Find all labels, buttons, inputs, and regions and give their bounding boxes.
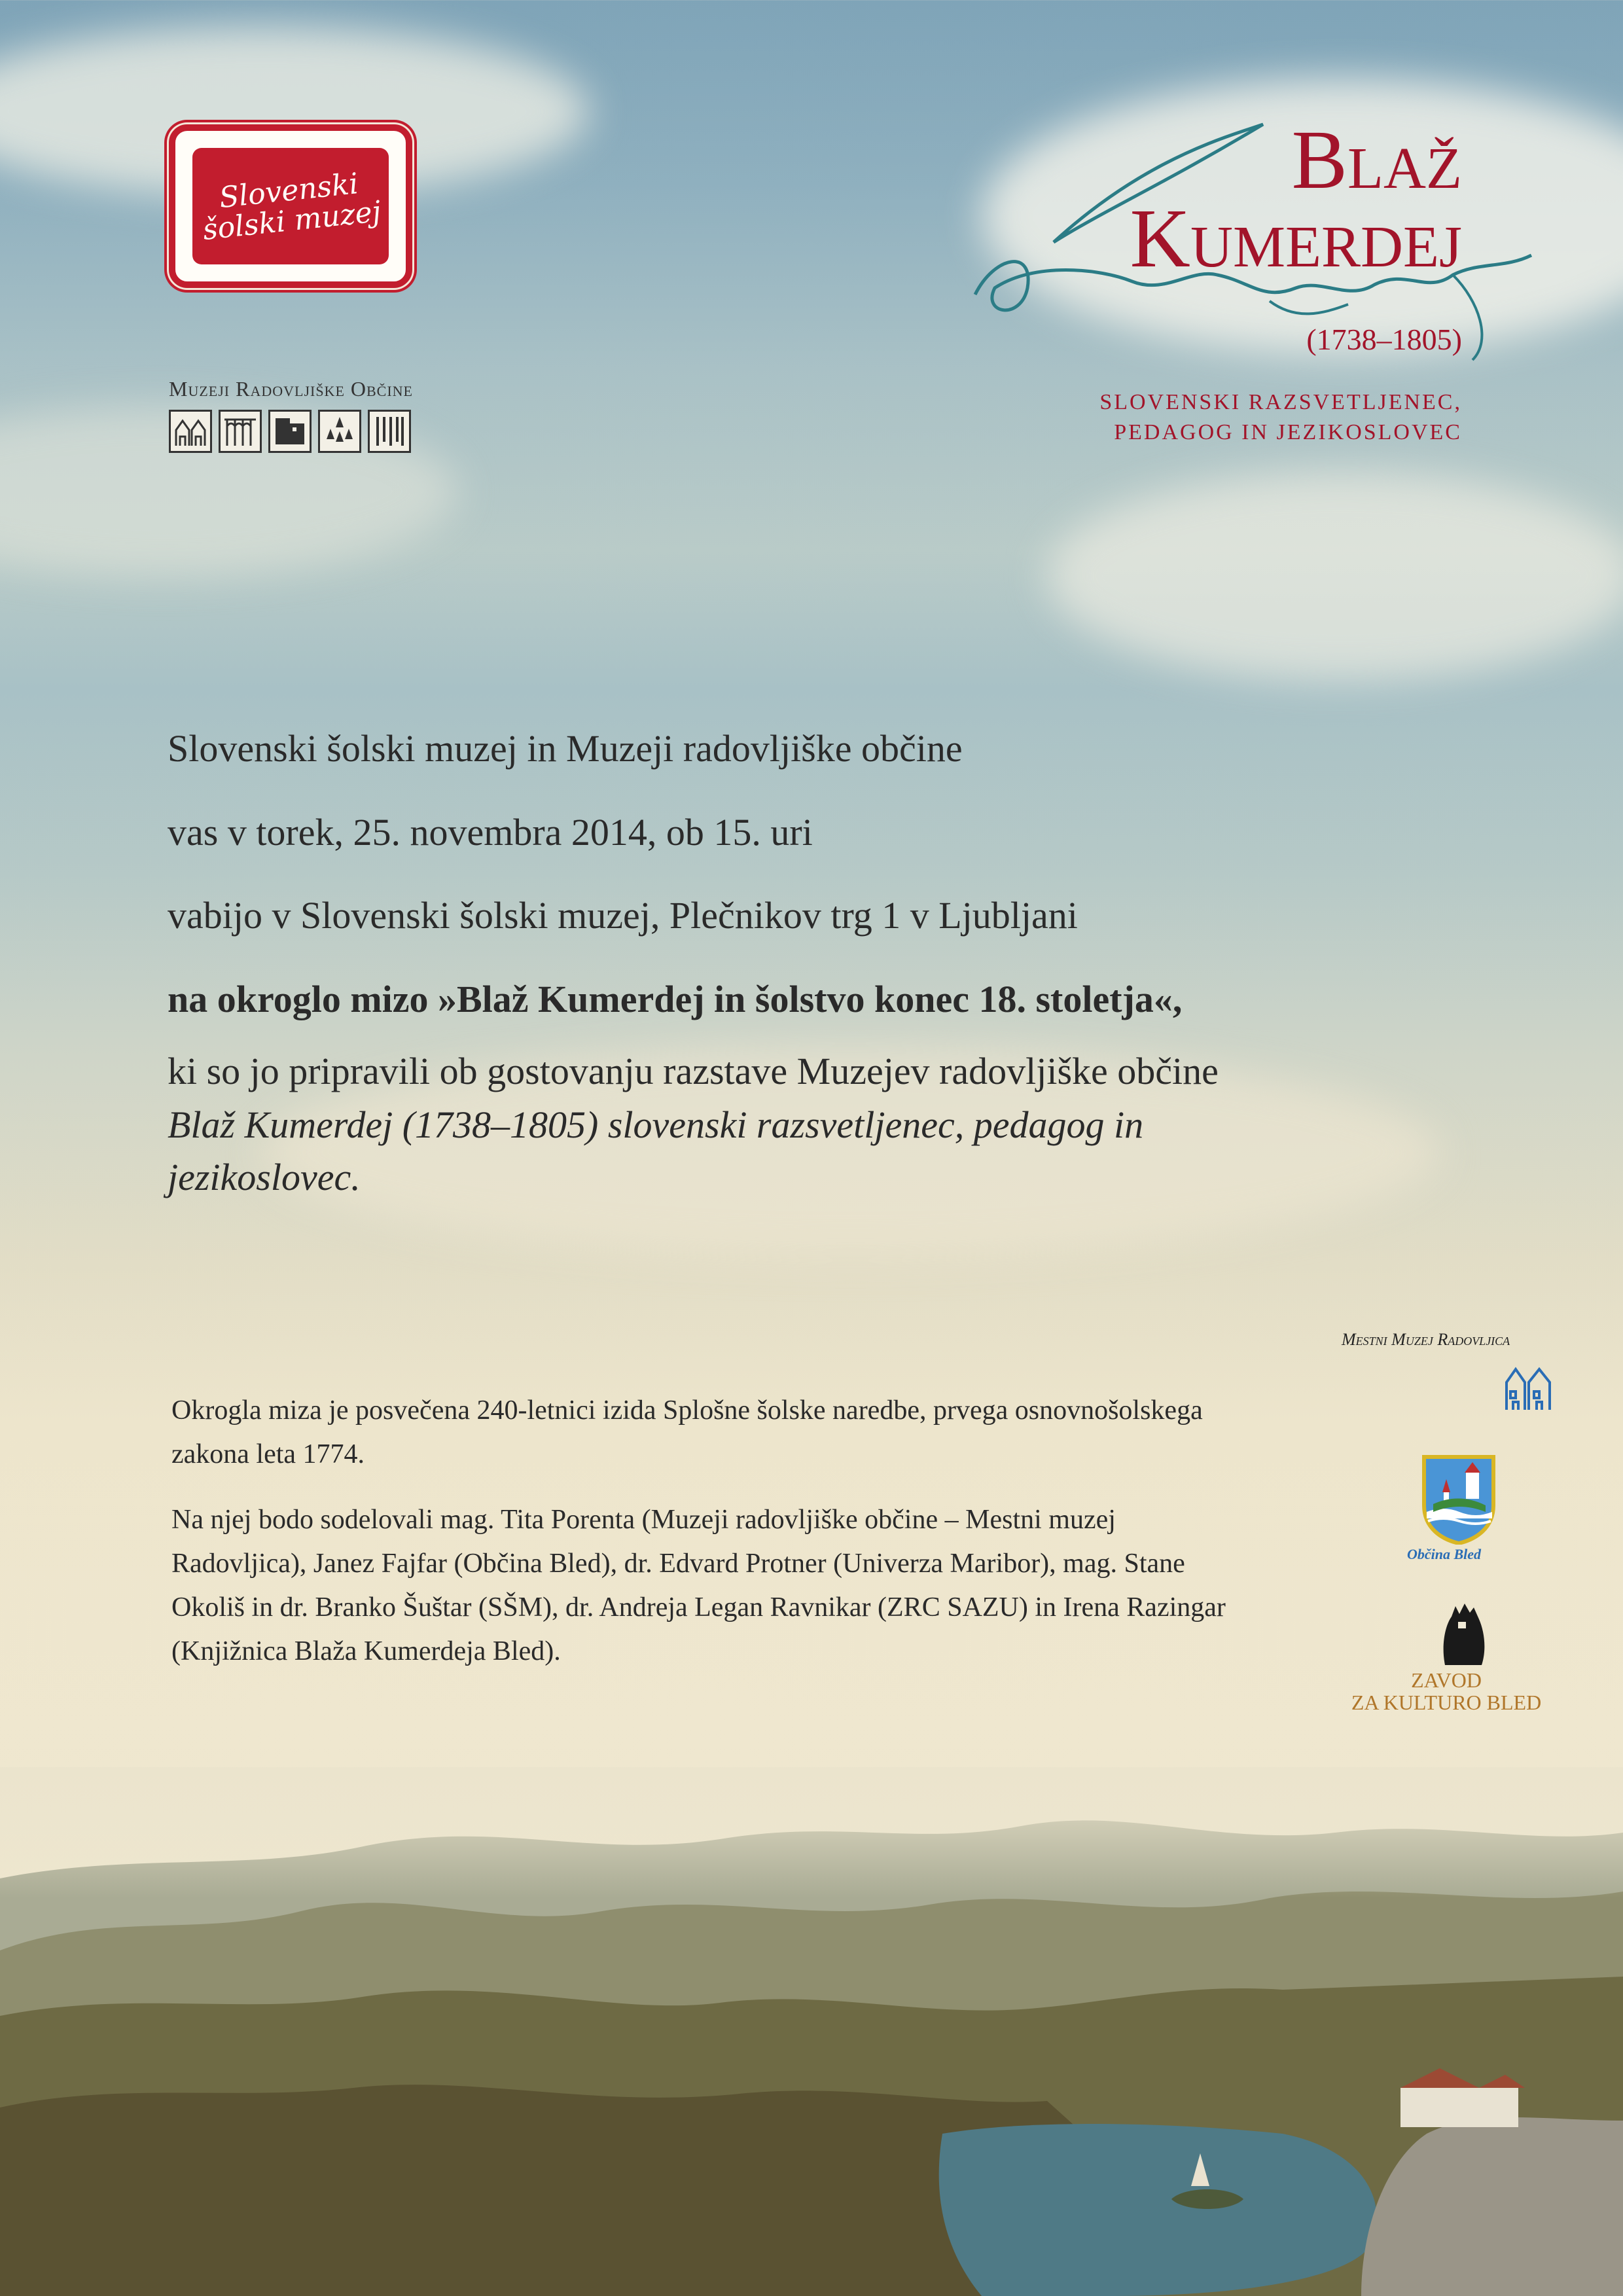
lake-bled-landscape-image: [0, 1767, 1623, 2296]
obcina-bled-crest-icon: [1420, 1453, 1497, 1545]
ssm-logo: [169, 124, 412, 288]
invitation-line4: na okroglo mizo »Blaž Kumerdej in šolstvo konec 18. stoletja«,: [168, 978, 1183, 1020]
tools-icon: [368, 410, 411, 453]
mro-logo-icons: [169, 410, 411, 453]
ssm-logo-inner: [192, 148, 389, 264]
zavod-logo: [1335, 1669, 1558, 1713]
invitation-line2: vas v torek, 25. novembra 2014, ob 15. uri: [168, 811, 813, 853]
title-name-line1: Blaž: [1291, 113, 1462, 206]
zavod-logo-line1: ZAVOD: [1411, 1668, 1482, 1692]
mmr-logo-title: Mestni Muzej Radovljica: [1342, 1330, 1510, 1349]
zavod-logo-line2: ZA KULTURO BLED: [1351, 1691, 1542, 1714]
invitation-line6: Blaž Kumerdej (1738–1805) slovenski razsvetljenec, pedagog in: [168, 1103, 1144, 1146]
house-icon: [169, 410, 212, 453]
invitation-line7: jezikoslovec.: [168, 1156, 361, 1198]
details-paragraph-1: Okrogla miza je posvečena 240-letnici izida Splošne šolske naredbe, prvega osnovnošolskega zakona leta 1774.: [171, 1395, 1203, 1469]
title-years: (1738–1805): [1306, 323, 1462, 356]
invitation-line1: Slovenski šolski muzej in Muzeji radovljiške občine: [168, 727, 963, 770]
arches-icon: [219, 410, 262, 453]
castle-silhouette-icon: [1436, 1600, 1489, 1665]
details-paragraph-2: Na njej bodo sodelovali mag. Tita Porenta (Muzeji radovljiške občine – Mestni muzej Radovljica), Janez Fajfar (Občina Bled), dr. Edvard Protner (Univerza Maribor), mag. Stane Okoliš in dr. Branko Šuštar (SŠM), dr. Andreja Legan Ravnikar (ZRC SAZU) in Irena Razingar (Knjižnica Blaža Kumerdeja Bled).: [171, 1505, 1226, 1666]
ssm-logo-text: Slovenski šolski muzej: [201, 167, 383, 247]
title-name-line2: Kumerdej: [1130, 192, 1462, 285]
obcina-bled-label: Občina Bled: [1407, 1546, 1482, 1562]
mro-logo-title: Muzeji Radovljiške Občine: [169, 377, 413, 401]
cloud: [1047, 471, 1623, 681]
title-subtitle: SLOVENSKI RAZSVETLJENEC, PEDAGOG IN JEZIKOSLOVEC: [1099, 390, 1462, 444]
invitation-line5: ki so jo pripravili ob gostovanju razstave Muzejev radovljiške občine: [168, 1050, 1219, 1092]
bells-icon: [318, 410, 361, 453]
mmr-house-icon: [1503, 1360, 1554, 1412]
building-icon: [268, 410, 312, 453]
invitation-line3: vabijo v Slovenski šolski muzej, Plečnikov trg 1 v Ljubljani: [168, 894, 1078, 937]
